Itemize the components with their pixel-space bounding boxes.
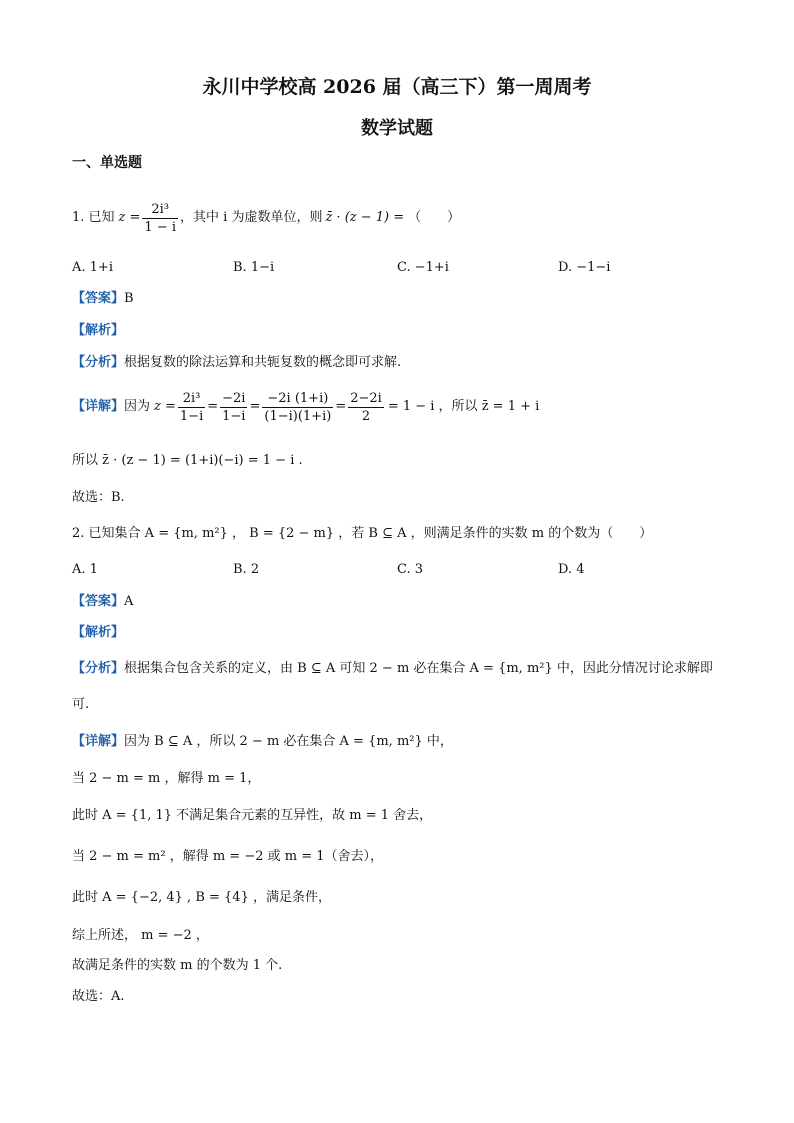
analysis-tag: 【解析】 bbox=[72, 323, 125, 338]
q2-option-c: C. 3 bbox=[397, 562, 424, 577]
q1-frac-den: 1 − i bbox=[144, 219, 177, 235]
frac-num: −2i (1+i) bbox=[262, 390, 333, 408]
fenxi-tag: 【分析】 bbox=[72, 355, 125, 370]
q2-line6: 综上所述， m = −2 ， bbox=[72, 928, 209, 943]
q2-fenxi bbox=[72, 660, 713, 678]
q1-xiangjie: 【详解】 因为 z = $\frac{\text{2i³}}{1-i}$ = $\frac{-2i}{1-i}$ = $\frac{-2i (1+i)}{(1-i)(1+i)}$ = $\frac{2-2i}{2}$ = 1 − i ，所以 z̄ = 1 + i bbox=[72, 390, 540, 424]
q1-option-b: B. 1−i bbox=[233, 260, 275, 275]
q2-line3: 此时 A = {1, 1} 不满足集合元素的互异性，故 m = 1 舍去， bbox=[72, 808, 433, 823]
q1-stem-prefix: 1. 已知 bbox=[72, 210, 115, 225]
frac-den: (1−i)(1+i) bbox=[264, 408, 332, 424]
q2-line7: 故满足条件的实数 m 的个数为 1 个. bbox=[72, 958, 283, 973]
q1-frac-num: 2i³ bbox=[142, 201, 178, 219]
frac-den: 1−i bbox=[179, 408, 204, 424]
xiangjie-tag: 【详解】 bbox=[72, 399, 125, 414]
q1-line2: 所以 z̄ · (z − 1) = (1+i)(−i) = 1 − i . bbox=[72, 453, 303, 468]
q2-option-d: D. 4 bbox=[558, 562, 585, 577]
q2-option-a: A. 1 bbox=[72, 562, 98, 577]
section-heading: 一、单选题 bbox=[72, 155, 142, 171]
q2-line4: 当 2 − m = m² ，解得 m = −2 或 m = 1（舍去）， bbox=[72, 849, 384, 864]
q2-xiangjie bbox=[72, 733, 453, 751]
analysis-tag: 【解析】 bbox=[72, 625, 125, 640]
fenxi-tag: 【分析】 bbox=[72, 661, 125, 676]
q1-xj-frac-2 bbox=[220, 390, 247, 425]
frac-den: 2 bbox=[361, 408, 371, 424]
q2-fenxi-text: 根据集合包含关系的定义，由 B ⊆ A 可知 2 − m 必在集合 A = {m, m²} 中，因此分情况讨论求解即 bbox=[124, 661, 713, 676]
q2-stem: 2. 已知集合 A = {m, m²} ， B = {2 − m} ，若 B ⊆ A ，则满足条件的实数 m 的个数为（ ） bbox=[72, 526, 653, 541]
q1-paren: （ ） bbox=[408, 210, 461, 225]
q1-option-c: C. −1+i bbox=[397, 260, 449, 275]
frac-num: 2i³ bbox=[178, 390, 205, 408]
q1-fenxi-text: 根据复数的除法运算和共轭复数的概念即可求解. bbox=[124, 355, 402, 370]
page-subtitle: 数学试题 bbox=[361, 118, 433, 139]
q2-line2: 当 2 − m = m ，解得 m = 1， bbox=[72, 771, 261, 786]
answer-tag: 【答案】 bbox=[72, 291, 125, 306]
q1-expr: z̄ · (z − 1) = bbox=[325, 210, 405, 225]
q1-analysis bbox=[72, 322, 124, 340]
q2-xj-l1: 因为 B ⊆ A ，所以 2 − m 必在集合 A = {m, m²} 中， bbox=[124, 734, 453, 749]
q1-stem-mid: ，其中 i 为虚数单位，则 bbox=[180, 210, 323, 225]
q1-xj-frac-3 bbox=[262, 390, 333, 425]
q2-analysis bbox=[72, 624, 124, 642]
q1-xj-prefix: 因为 bbox=[124, 399, 151, 414]
frac-num: 2−2i bbox=[350, 390, 382, 406]
frac-den: 1−i bbox=[222, 408, 246, 424]
q1-option-d: D. −1−i bbox=[558, 260, 611, 275]
q2-line5: 此时 A = {−2, 4} , B = {4} ，满足条件， bbox=[72, 890, 331, 905]
q1-option-a: A. 1+i bbox=[72, 260, 113, 275]
q2-answer-value: A bbox=[124, 594, 134, 609]
page-title: 永川中学校高 2026 届（高三下）第一周周考 bbox=[202, 76, 592, 98]
q2-final: 故选：A. bbox=[72, 989, 125, 1004]
q1-fenxi bbox=[72, 354, 401, 372]
frac-num: −2i bbox=[222, 390, 246, 406]
q2-fenxi-cont: 可. bbox=[72, 697, 90, 712]
q1-z-lhs: z = bbox=[118, 210, 141, 225]
answer-tag: 【答案】 bbox=[72, 594, 125, 609]
q1-answer bbox=[72, 290, 134, 308]
q1-final: 故选：B. bbox=[72, 490, 125, 505]
q1-xj-frac-4 bbox=[348, 390, 384, 425]
xiangjie-tag: 【详解】 bbox=[72, 734, 125, 749]
q1-fraction bbox=[142, 201, 178, 236]
q2-answer bbox=[72, 593, 133, 611]
q1-xj-tail: = 1 − i ，所以 z̄ = 1 + i bbox=[387, 399, 540, 414]
q1-xj-frac-1 bbox=[178, 390, 205, 425]
q1-answer-value: B bbox=[124, 291, 134, 306]
q2-option-b: B. 2 bbox=[233, 562, 260, 577]
q1-xj-z: z = bbox=[154, 399, 176, 414]
q1-stem bbox=[72, 198, 460, 238]
